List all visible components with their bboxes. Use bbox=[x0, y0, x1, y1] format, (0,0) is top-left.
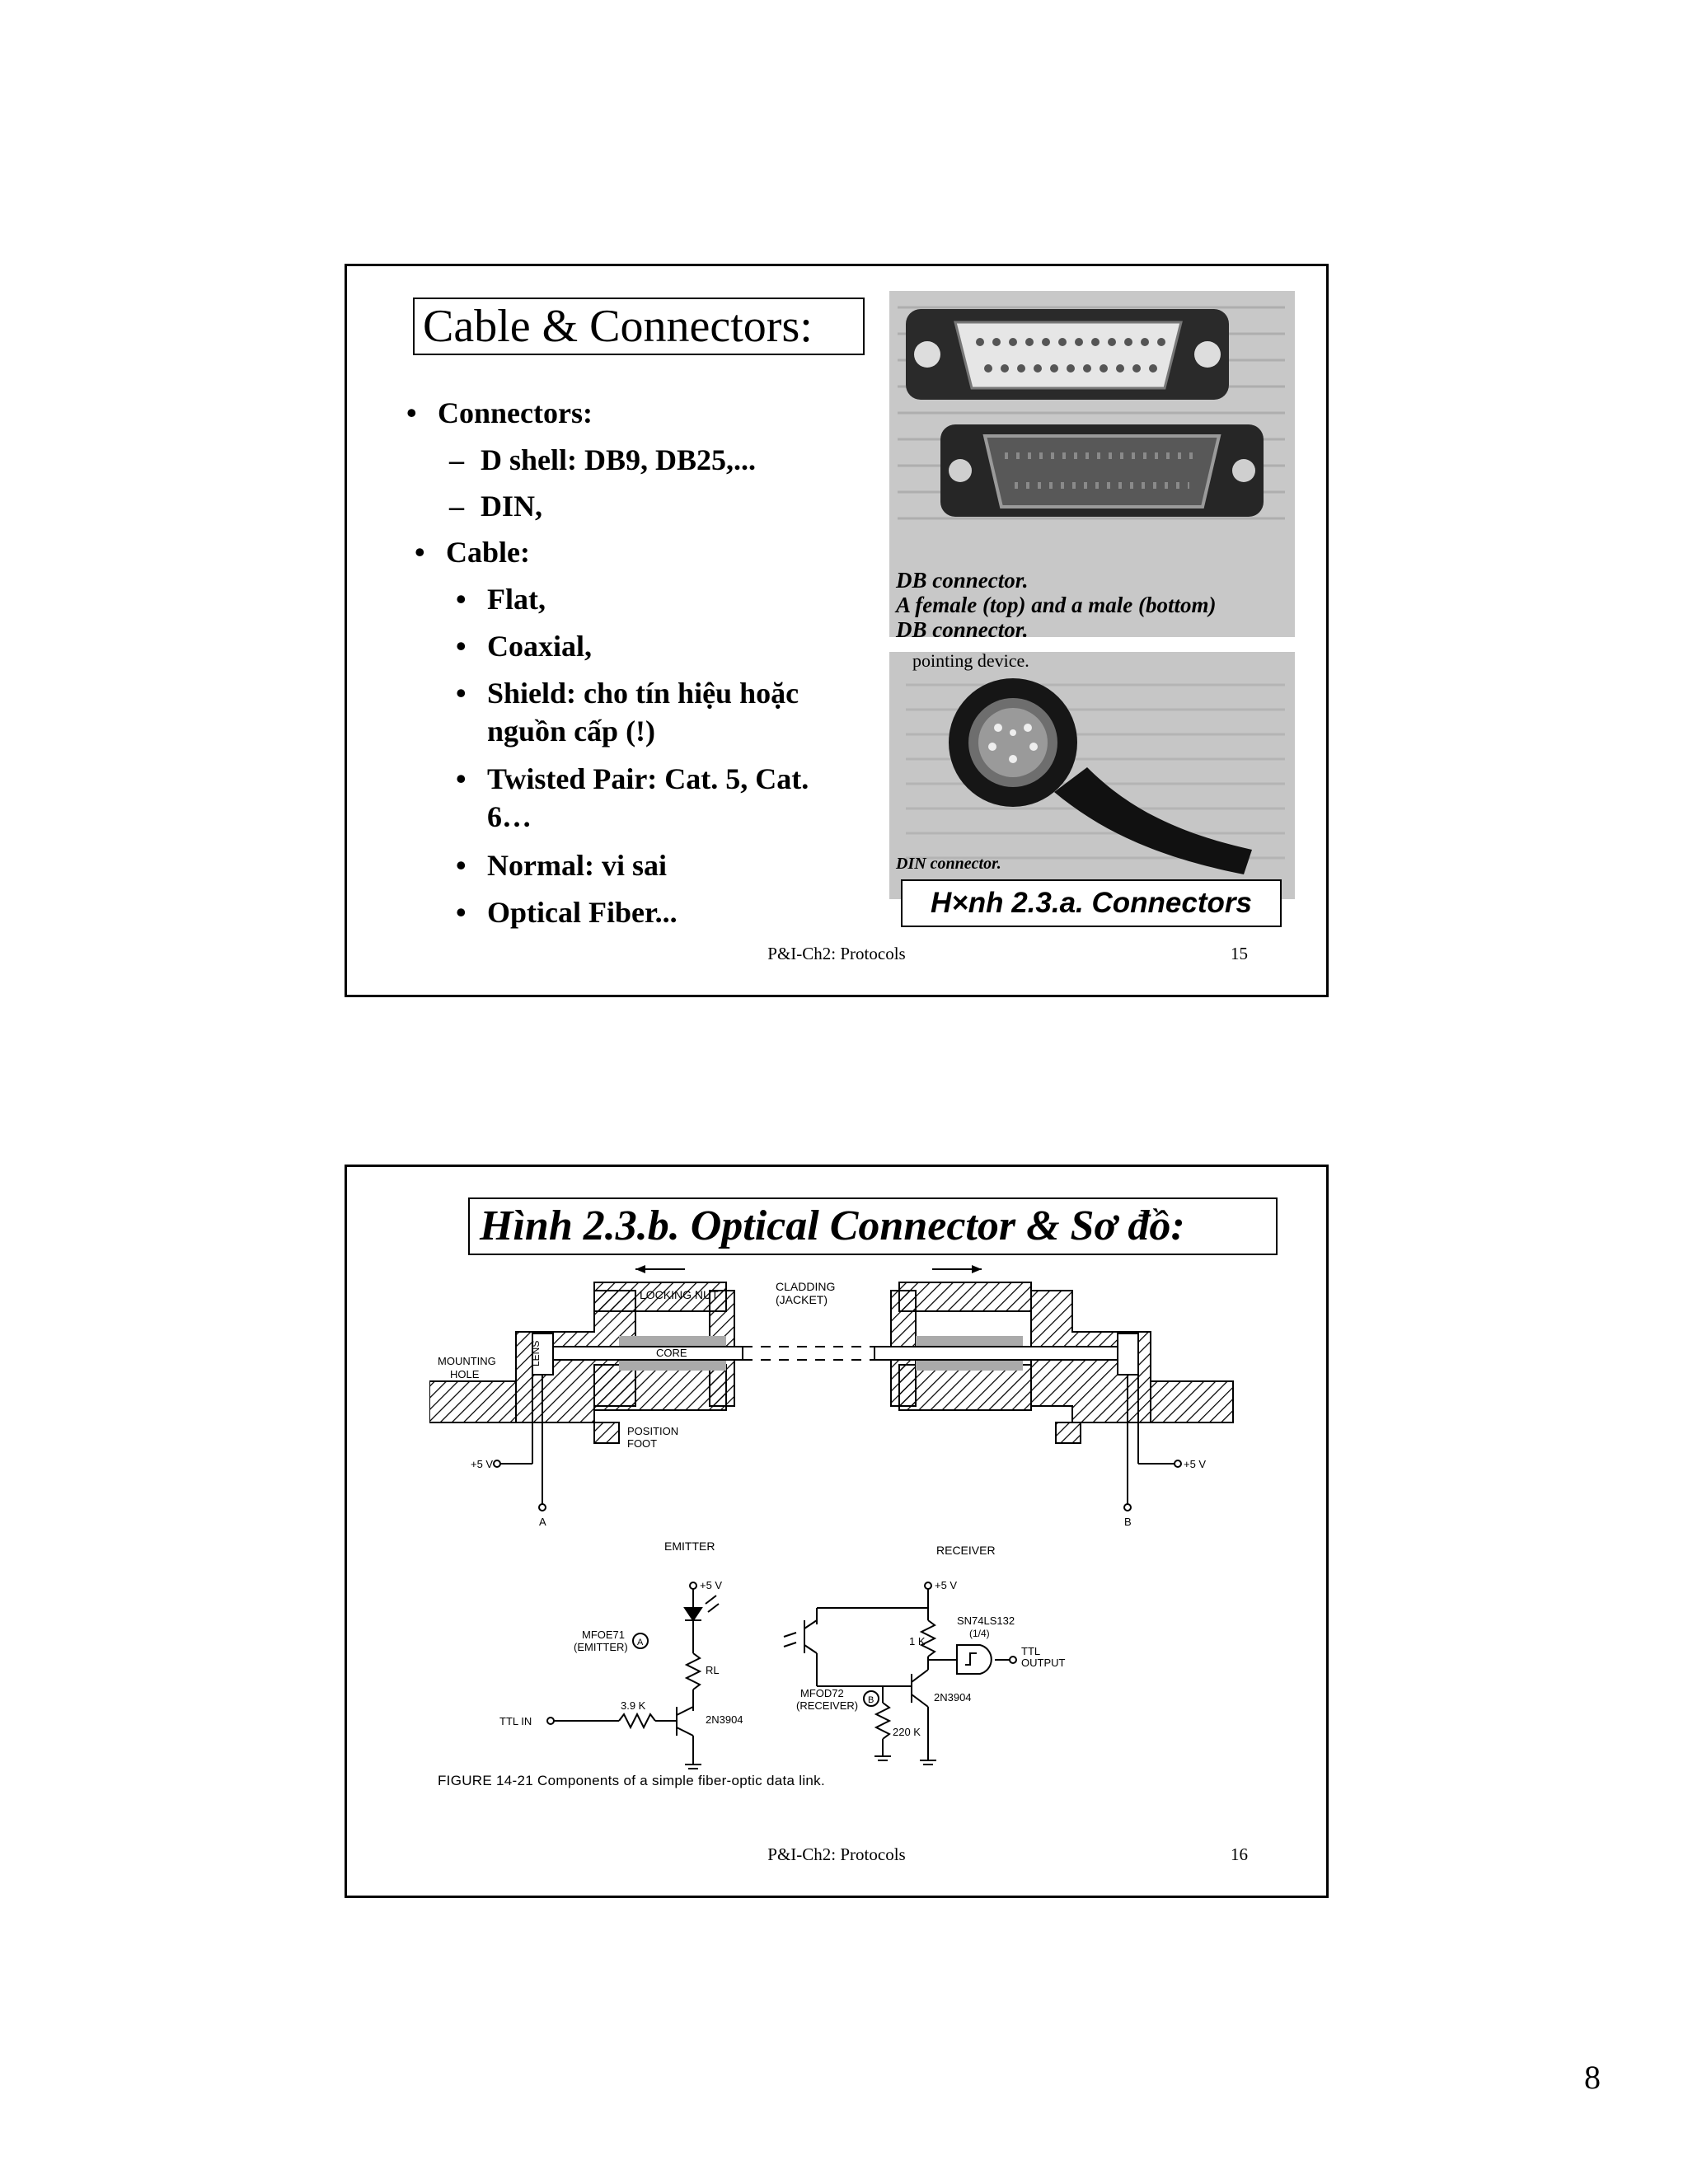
receiver-fiber bbox=[874, 1347, 1122, 1360]
q1-label: 2N3904 bbox=[706, 1713, 743, 1726]
figure-caption: H×nh 2.3.a. Connectors bbox=[901, 879, 1282, 927]
bullet-flat: • Flat, bbox=[456, 583, 546, 616]
ttl-in-label: TTL IN bbox=[499, 1715, 532, 1727]
plus5v-receiver-label: +5 V bbox=[1184, 1458, 1207, 1470]
din-photo-text: pointing device. bbox=[912, 652, 1029, 671]
lead-a-label: A bbox=[539, 1516, 546, 1528]
position-label: POSITION bbox=[627, 1425, 679, 1437]
fiber-optic-diagram bbox=[429, 1258, 1237, 1835]
r39k-label: 3.9 K bbox=[621, 1699, 646, 1712]
ttl-label: TTL bbox=[1021, 1645, 1041, 1657]
receiver-vcc-label: +5 V bbox=[935, 1579, 958, 1591]
slide-16 bbox=[345, 1165, 1329, 1898]
receiver-paren-label: (RECEIVER) bbox=[796, 1699, 859, 1712]
r1k-label: 1 K bbox=[909, 1635, 926, 1647]
db-connector-photo bbox=[889, 291, 1295, 637]
gate-label: SN74LS132 bbox=[957, 1615, 1015, 1627]
slide-title: Cable & Connectors: bbox=[413, 298, 865, 355]
emitter-vcc-label: +5 V bbox=[700, 1579, 723, 1591]
emitter-label: EMITTER bbox=[664, 1540, 715, 1553]
q2-label: 2N3904 bbox=[934, 1691, 972, 1704]
bullet-dshell: – D shell: DB9, DB25,... bbox=[449, 443, 757, 476]
slide-number: 15 bbox=[1231, 944, 1248, 963]
receiver-label: RECEIVER bbox=[936, 1544, 996, 1557]
node-a-label: A bbox=[637, 1638, 644, 1647]
slide-footer: P&I-Ch2: Protocols bbox=[767, 944, 906, 963]
din-caption: DIN connector. bbox=[896, 855, 1001, 873]
din-connector-photo bbox=[889, 652, 1295, 899]
core-label: CORE bbox=[656, 1347, 687, 1359]
bullet-din: – DIN, bbox=[449, 490, 543, 523]
foot-label: FOOT bbox=[627, 1437, 658, 1450]
lens-label: LENS bbox=[530, 1340, 542, 1366]
r220k-label: 220 K bbox=[893, 1726, 921, 1738]
jacket-label: (JACKET) bbox=[776, 1293, 828, 1306]
lead-b-label: B bbox=[1124, 1516, 1132, 1528]
cladding-label: CLADDING bbox=[776, 1280, 836, 1293]
slide-number: 16 bbox=[1231, 1844, 1248, 1864]
locking-nut-label: LOCKING NUT bbox=[640, 1288, 719, 1301]
db-caption-line1: DB connector. bbox=[896, 568, 1029, 593]
plus5v-emitter-label: +5 V bbox=[471, 1458, 494, 1470]
hole-label: HOLE bbox=[450, 1368, 480, 1380]
emitter-fiber bbox=[532, 1347, 743, 1360]
db-caption-line2: A female (top) and a male (bottom) bbox=[896, 593, 1217, 617]
slide-title: Hình 2.3.b. Optical Connector & Sơ đồ: bbox=[468, 1197, 1278, 1255]
bullet-cable: • Cable: bbox=[415, 536, 530, 569]
bullet-coaxial: • Coaxial, bbox=[456, 630, 593, 663]
mfod72-label: MFOD72 bbox=[800, 1687, 844, 1699]
bullet-connectors: • Connectors: bbox=[406, 396, 593, 429]
rl-label: RL bbox=[706, 1664, 720, 1676]
slide-footer: P&I-Ch2: Protocols bbox=[767, 1844, 906, 1864]
slide-15 bbox=[345, 264, 1329, 997]
node-b-label: B bbox=[868, 1695, 874, 1705]
gate-fraction-label: (1/4) bbox=[969, 1628, 990, 1639]
bullet-shield: • Shield: cho tín hiệu hoặc nguồn cấp (!) bbox=[456, 677, 799, 748]
mfoe71-label: MFOE71 bbox=[582, 1629, 626, 1641]
output-label: OUTPUT bbox=[1021, 1657, 1066, 1669]
emitter-paren-label: (EMITTER) bbox=[574, 1641, 628, 1653]
figure-14-21-caption: FIGURE 14-21 Components of a simple fiber-optic data link. bbox=[438, 1773, 825, 1788]
emitter-circuit bbox=[547, 1582, 701, 1769]
page-number: 8 bbox=[1584, 2059, 1601, 2096]
bullet-normal: • Normal: vi sai bbox=[456, 849, 667, 882]
bullet-optical-fiber: • Optical Fiber... bbox=[456, 896, 678, 929]
db-caption-line3: DB connector. bbox=[896, 617, 1029, 637]
bullet-twisted-pair: • Twisted Pair: Cat. 5, Cat. 6… bbox=[456, 762, 809, 833]
mounting-label: MOUNTING bbox=[438, 1355, 496, 1367]
